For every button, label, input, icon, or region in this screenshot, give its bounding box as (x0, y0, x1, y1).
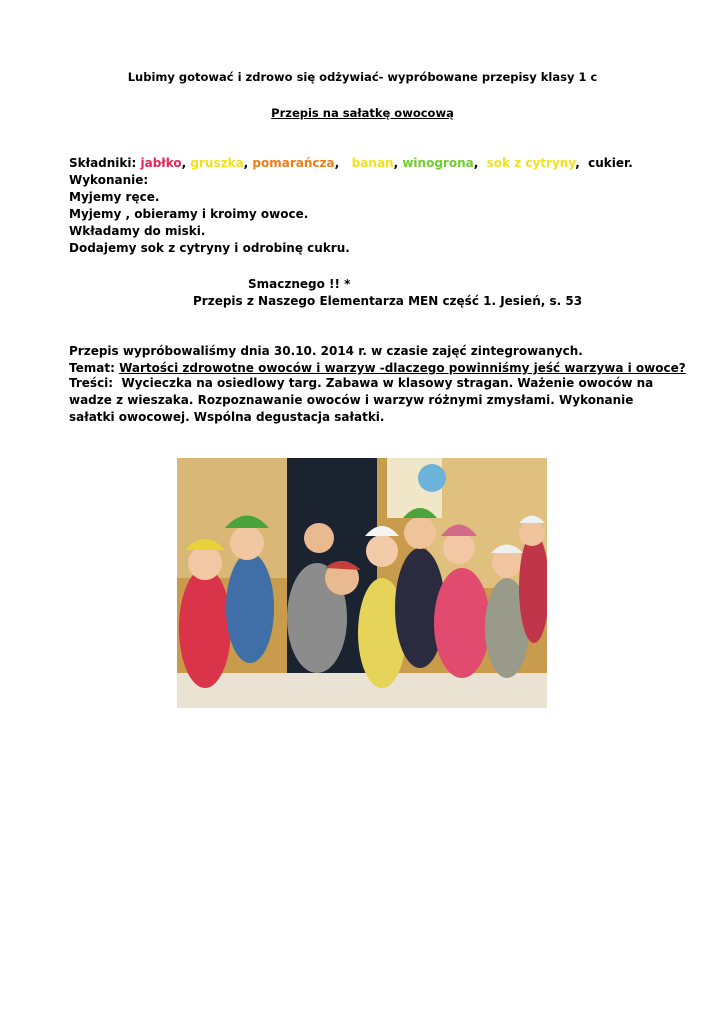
ingredients-line: Składniki: jabłko, gruszka, pomarańcza, banan, winogrona, sok z cytryny, cukier. (69, 156, 633, 170)
content-text: Wycieczka na osiedlowy targ. Zabawa w klasowy stragan. Ważenie owoców na wadze z wieszaka. Rozpoznawanie owoców i warzyw różnymi zmysłami. Wykonanie sałatki owocowej. Wspólna degustacja sałatki. (69, 376, 654, 424)
topic-text: Wartości zdrowotne owoców i warzyw -dlaczego powinniśmy jeść warzywa i owoce? (119, 361, 686, 375)
topic-label: Temat: (69, 361, 115, 375)
ingredient-orange: pomarańcza (252, 156, 335, 170)
ingredient-pear: gruszka (190, 156, 244, 170)
ingredient-sugar: cukier. (588, 156, 633, 170)
class-photo (177, 458, 547, 708)
step-item: Dodajemy sok z cytryny i odrobinę cukru. (69, 241, 350, 255)
content-label: Treści: (69, 376, 114, 390)
recipe-title: Przepis na sałatkę owocową (271, 106, 454, 120)
step-item: Myjemy ręce. (69, 190, 160, 204)
step-item: Wkładamy do miski. (69, 224, 206, 238)
ingredient-lemon-juice: sok z cytryny (486, 156, 576, 170)
source-citation: Przepis z Naszego Elementarza MEN część 1. Jesień, s. 53 (193, 294, 583, 308)
steps-label: Wykonanie: (69, 173, 149, 187)
topic-line (69, 360, 686, 376)
ingredients-label: Składniki: (69, 156, 137, 170)
content-paragraph (69, 375, 659, 426)
closing-text: Smacznego !! * (248, 277, 351, 291)
ingredient-banana: banan (351, 156, 394, 170)
page-title: Lubimy gotować i zdrowo się odżywiać- wypróbowane przepisy klasy 1 c (127, 70, 598, 84)
ingredient-apple: jabłko (140, 156, 182, 170)
step-item: Myjemy , obieramy i kroimy owoce. (69, 207, 309, 221)
tested-date-text: Przepis wypróbowaliśmy dnia 30.10. 2014 r. w czasie zajęć zintegrowanych. (69, 344, 583, 358)
ingredient-grapes: winogrona (402, 156, 474, 170)
